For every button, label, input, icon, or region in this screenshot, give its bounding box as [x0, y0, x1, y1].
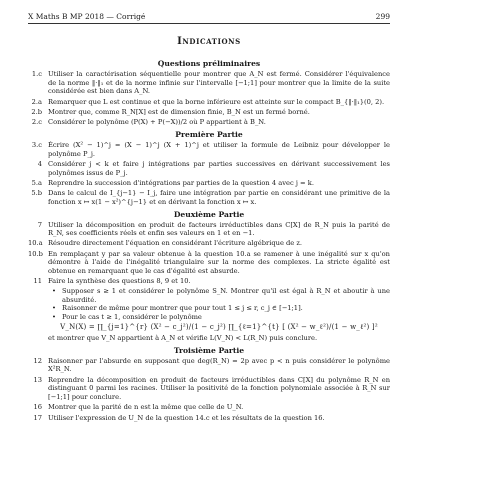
hints-content — [28, 56, 390, 424]
hint-text — [48, 141, 390, 158]
hint-text — [48, 239, 390, 248]
hint-item — [28, 403, 390, 412]
hint-item — [28, 239, 390, 248]
hint-body: En remplaçant y par sa valeur obtenue à la question 10.a se ramener à une inégalité sur x qu'on démontre à l'aide de l'inégalité triangulaire sur la norme des complexes. La stricte égalité est obtenue en remarquant que le cas d'égalité est absurde. — [48, 249, 390, 276]
hint-body: Montrer que, comme R_N[X] est de dimension finie, B_N est un fermé borné. — [48, 107, 310, 116]
running-title: X Maths B MP 2018 — Corrigé — [28, 12, 146, 21]
hint-text — [48, 414, 390, 423]
hint-item — [28, 160, 390, 177]
hint-body: Dans le calcul de I_{j−1} − I_j, faire une intégration par partie en considérant une primitive de la fonction x ↦ x(1 − x²)^{j−1} et en dérivant la fonction x ↦ x. — [48, 189, 390, 206]
bullet-item: • Raisonner de même pour montrer que pour tout 1 ≤ j ≤ r, c_j ∈ [−1;1]. — [48, 304, 390, 313]
question-number: 13 — [33, 375, 42, 384]
question-number: 11 — [33, 277, 42, 286]
hint-text — [48, 118, 390, 127]
hint-body: Faire la synthèse des questions 8, 9 et 10. — [48, 277, 191, 286]
header-rule — [28, 23, 390, 24]
page-title: Indications — [177, 36, 241, 47]
section-heading: Questions préliminaires — [157, 59, 261, 68]
question-number: 10.a — [28, 239, 43, 248]
section-heading: Première Partie — [175, 129, 243, 139]
hint-text — [48, 403, 390, 412]
hint-item — [28, 118, 390, 127]
hint-text — [48, 277, 390, 342]
hint-item — [28, 141, 390, 158]
hint-item — [28, 70, 390, 96]
bullet-item: • Supposer s ≥ 1 et considérer le polynôme S_N. Montrer qu'il est égal à R_N et aboutir à une absurdité. — [48, 287, 390, 304]
hint-body: Reprendre la succession d'intégrations par parties de la question 4 avec j = k. — [48, 178, 314, 187]
question-number: 5.a — [31, 178, 42, 187]
hint-text — [48, 98, 390, 107]
question-number: 2.b — [31, 107, 42, 116]
question-number: 17 — [33, 413, 42, 422]
hint-text — [48, 70, 390, 96]
running-header — [28, 12, 390, 21]
hint-item — [28, 250, 390, 276]
hint-item — [28, 179, 390, 188]
hint-item — [28, 221, 390, 238]
hint-item — [28, 277, 390, 342]
hint-body: Utiliser la décomposition en produit de facteurs irréductibles dans C[X] de R_N puis la parité de R_N, ses coefficients réels et enfin ses valeurs en 1 et en −1. — [48, 220, 390, 238]
question-number: 4 — [37, 159, 42, 168]
hint-item — [28, 414, 390, 423]
bullet-list — [48, 287, 390, 321]
question-number: 10.b — [28, 249, 43, 258]
hint-body: Reprendre la décomposition en produit de facteurs irréductibles dans C[X] du polynôme R_N en distinguant 0 parmi les racines. Utiliser la positivité de la fonction polynomiale associée à R_N sur [−1;1] pour conclure. — [48, 375, 390, 401]
section-heading: Troisième Partie — [173, 345, 245, 355]
hint-text — [48, 160, 390, 177]
hint-body: Résoudre directement l'équation en considérant l'écriture algébrique de z. — [48, 239, 303, 248]
question-number: 16 — [33, 403, 42, 412]
hint-text — [48, 108, 390, 117]
question-number: 1.c — [31, 70, 42, 78]
hint-body: Montrer que la parité de n est la même que celle de U_N. — [48, 403, 244, 412]
hint-item — [28, 357, 390, 374]
question-number: 2.c — [31, 118, 42, 127]
question-number: 2.a — [31, 97, 42, 106]
hint-text — [48, 189, 390, 206]
hint-text — [48, 376, 390, 402]
hint-item — [28, 108, 390, 117]
question-number: 12 — [33, 356, 42, 365]
hint-body: Écrire (X² − 1)^j = (X − 1)^j (X + 1)^j et utiliser la formule de Leibniz pour développer le polynôme P_j. — [48, 140, 390, 158]
hint-body: Raisonner par l'absurde en supposant que deg(R_N) = 2p avec p < n puis considérer le polynôme X²R_N. — [48, 356, 390, 374]
hint-text — [48, 221, 390, 238]
bullet-item: • Pour le cas t ≥ 1, considérer le polynôme — [48, 313, 390, 322]
question-number: 5.b — [31, 189, 42, 198]
hint-text — [48, 250, 390, 276]
hint-body: Utiliser l'expression de U_N de la question 14.c et les résultats de la question 16. — [48, 413, 325, 422]
formula: V_N(X) = ∏_{j=1}^{r} (X² − c_j²)/(1 − c_j²) ∏_{ℓ=1}^{t} [ (X² − w_ℓ²)/(1 − w_ℓ²) ]² — [60, 323, 378, 332]
hint-body: Considérer le polynôme (P(X) + P(−X))/2 où P appartient à B_N. — [48, 118, 266, 127]
hint-text — [48, 357, 390, 374]
section-heading: Deuxième Partie — [173, 209, 245, 219]
question-number: 3.c — [31, 140, 42, 149]
page-number: 299 — [375, 12, 390, 21]
hint-item — [28, 189, 390, 206]
hint-item — [28, 376, 390, 402]
hint-body: Remarquer que L est continue et que la borne inférieure est atteinte sur le compact B_{‖·‖₁}(0, 2). — [48, 97, 385, 106]
hint-body: Utiliser la caractérisation séquentielle pour montrer que A_N est fermé. Considérer l'équivalence de la norme ‖·‖₁ et de la norme infinie sur l'intervalle [−1;1] pour montrer que la limite de la suite considérée est bien dans A_N. — [48, 70, 390, 96]
hint-conclusion: et montrer que V_N appartient à A_N et vérifie L(V_N) < L(R_N) puis conclure. — [48, 334, 318, 343]
question-number: 7 — [37, 220, 42, 229]
hint-body: Considérer j < k et faire j intégrations par parties successives en dérivant successivement les polynômes issus de P_j. — [48, 159, 390, 177]
hint-item — [28, 98, 390, 107]
hint-text — [48, 179, 390, 188]
